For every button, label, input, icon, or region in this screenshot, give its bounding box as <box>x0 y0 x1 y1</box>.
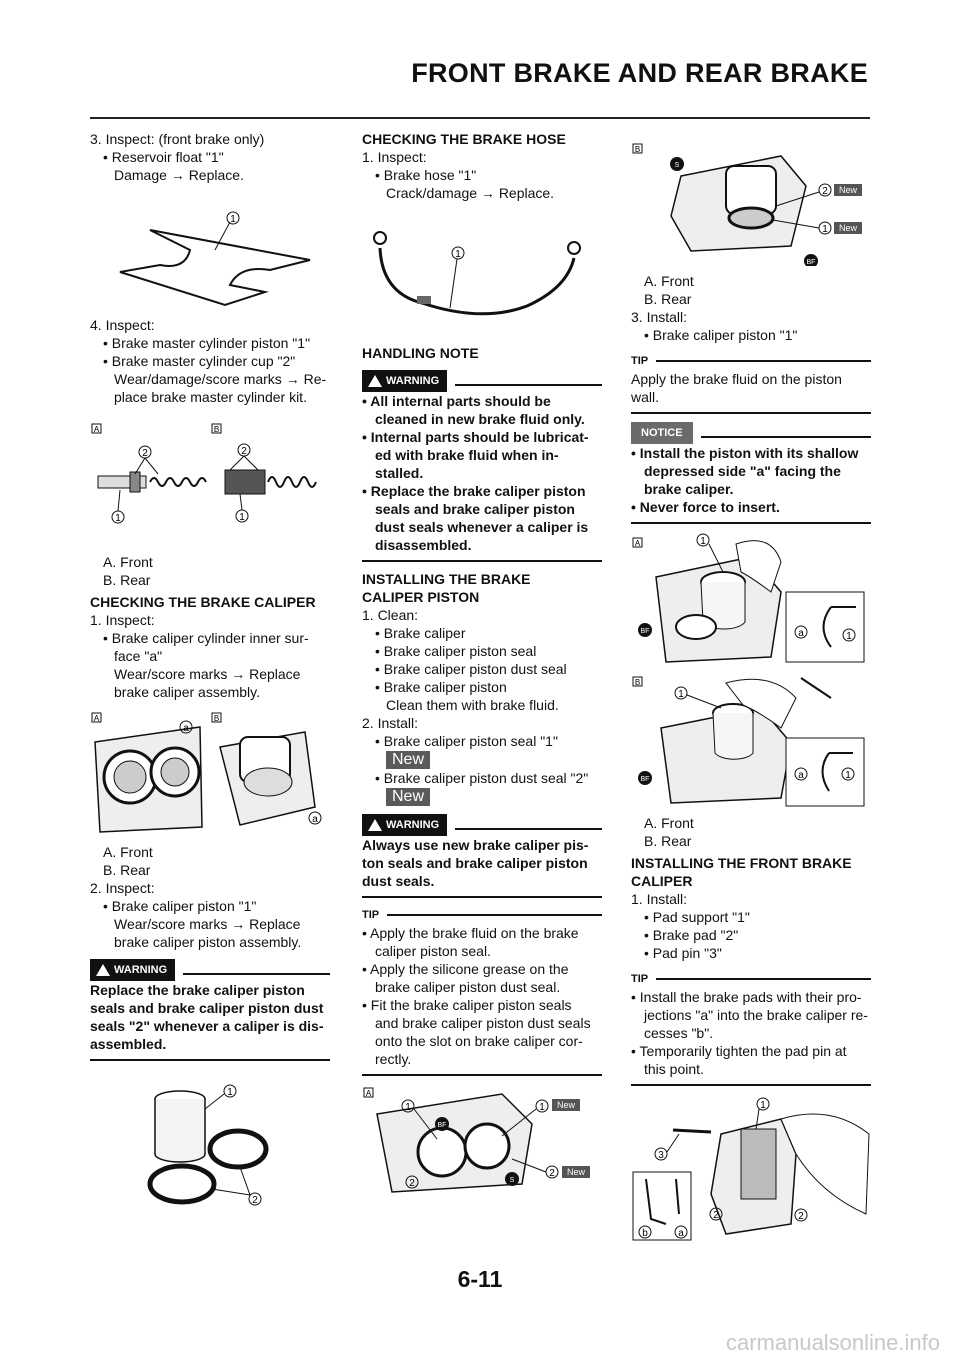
warning-text: cleaned in new brake fluid only. <box>375 411 585 427</box>
figure-tag: B <box>634 145 641 154</box>
warning-icon <box>368 375 382 387</box>
tip-text: and brake caliper piston dust seals <box>375 1015 591 1031</box>
callout-label: a <box>312 814 318 825</box>
bullet-text: • Brake hose "1" <box>375 167 477 183</box>
section-heading: INSTALLING THE BRAKE <box>362 571 531 587</box>
warning-text: seals and brake caliper piston dust <box>90 1000 324 1016</box>
tip-text: wall. <box>631 389 660 405</box>
warning-text: • Replace the brake caliper piston <box>362 483 586 499</box>
callout-label: 1 <box>845 770 851 781</box>
warning-text: dust seals whenever a caliper is <box>375 519 589 535</box>
caliper-seal-install-figure <box>362 1084 602 1199</box>
caption-text: B. Rear <box>103 862 151 878</box>
bullet-text: • Reservoir float "1" <box>103 149 224 165</box>
tip-label: TIP <box>631 973 649 985</box>
result-text: Crack/damage → Replace. <box>386 185 555 201</box>
caliper-seal-rear-figure <box>631 136 871 266</box>
bullet-text: • Brake master cylinder cup "2" <box>103 353 296 369</box>
warning-text: seals and brake caliper piston <box>375 501 575 517</box>
header-rule <box>90 117 870 119</box>
new-part-badge: New <box>386 751 430 769</box>
section-heading: HANDLING NOTE <box>362 345 479 361</box>
warning-badge: WARNING <box>362 370 447 392</box>
callout-label: a <box>798 770 804 781</box>
bullet-text: • Brake caliper cylinder inner sur- <box>103 630 309 646</box>
bullet-text: • Brake caliper piston "1" <box>103 898 257 914</box>
result-text: Wear/score marks → Replace <box>114 666 301 682</box>
notice-text: depressed side "a" facing the <box>644 463 841 479</box>
callout-label: 1 <box>822 224 828 235</box>
callout-label: 2 <box>409 1178 415 1189</box>
bullet-text: face "a" <box>114 648 163 664</box>
brake-pad-install-figure <box>631 1094 871 1244</box>
new-part-badge: New <box>556 1100 576 1110</box>
warning-text: • Internal parts should be lubricat- <box>362 429 589 445</box>
caption-text: B. Rear <box>103 572 151 588</box>
watermark-footer: carmanualsonline.info <box>725 1330 940 1355</box>
column-left <box>90 130 330 1225</box>
bullet-text: • Brake caliper piston dust seal "2" <box>375 770 589 786</box>
tip-label: TIP <box>631 355 649 367</box>
warning-icon <box>96 964 110 976</box>
warning-badge: WARNING <box>90 959 175 981</box>
callout-label: a <box>798 628 804 639</box>
bullet-text: • Pad support "1" <box>644 909 750 925</box>
warning-icon <box>368 819 382 831</box>
callout-label: 2 <box>252 1195 258 1206</box>
tip-text: cesses "b". <box>644 1025 714 1041</box>
notice-text: brake caliper. <box>644 481 734 497</box>
caption-text: A. Front <box>103 844 153 860</box>
callout-label: 2 <box>549 1168 555 1179</box>
page-title: FRONT BRAKE AND REAR BRAKE <box>411 58 868 88</box>
warning-text: assembled. <box>90 1036 167 1052</box>
section-end-rule <box>631 412 871 414</box>
tip-text: • Install the brake pads with their pro- <box>631 989 862 1005</box>
warning-text: stalled. <box>375 465 424 481</box>
figure-tag: A <box>365 1089 372 1098</box>
warning-text: ton seals and brake caliper piston <box>362 855 588 871</box>
new-part-badge: New <box>838 223 858 233</box>
tip-text: Apply the brake fluid on the piston <box>631 371 842 387</box>
callout-label: 2 <box>798 1211 804 1222</box>
page-number: 6-11 <box>457 1266 503 1292</box>
new-part-badge: New <box>566 1167 586 1177</box>
notice-text: • Install the piston with its shallow <box>631 445 859 461</box>
callout-label: 1 <box>239 512 245 523</box>
result-text: brake caliper assembly. <box>114 684 261 700</box>
brake-fluid-symbol: BF <box>806 259 816 266</box>
callout-label: 2 <box>142 448 148 459</box>
tip-label: TIP <box>362 909 380 921</box>
notice-badge: NOTICE <box>631 422 693 444</box>
figure-tag: B <box>213 425 220 434</box>
warning-text: Always use new brake caliper pis- <box>362 837 589 853</box>
tip-text: caliper piston seal. <box>375 943 491 959</box>
callout-label: 2 <box>713 1210 719 1221</box>
callout-label: 2 <box>822 186 828 197</box>
reservoir-float-figure <box>90 190 330 310</box>
section-heading: INSTALLING THE FRONT BRAKE <box>631 855 852 871</box>
piston-seal-figure <box>90 1069 330 1219</box>
result-text: brake caliper piston assembly. <box>114 934 302 950</box>
result-text: Clean them with brake fluid. <box>386 697 559 713</box>
figure-tag: B <box>634 678 641 687</box>
step-text: 1. Inspect: <box>90 612 155 628</box>
tip-text: • Apply the brake fluid on the brake <box>362 925 579 941</box>
section-end-rule <box>362 1074 602 1076</box>
step-text: 4. Inspect: <box>90 317 155 333</box>
new-part-badge: New <box>386 788 430 806</box>
callout-label: 1 <box>405 1102 411 1113</box>
callout-label: a <box>678 1228 684 1239</box>
tip-text: onto the slot on brake caliper cor- <box>375 1033 583 1049</box>
caliper-inner-figure <box>90 707 330 837</box>
section-end-rule <box>90 1059 330 1061</box>
tip-bar <box>362 906 602 924</box>
caption-text: B. Rear <box>644 291 692 307</box>
result-text: Damage → Replace. <box>114 167 244 183</box>
callout-label: 1 <box>846 631 852 642</box>
step-text: 1. Inspect: <box>362 149 427 165</box>
bullet-text: • Brake caliper piston seal "1" <box>375 733 558 749</box>
warning-text: dust seals. <box>362 873 435 889</box>
brake-fluid-symbol: BF <box>640 776 650 783</box>
warning-text: Replace the brake caliper piston <box>90 982 305 998</box>
step-text: 2. Install: <box>362 715 419 731</box>
section-heading-cont: CALIPER <box>631 873 693 889</box>
tip-text: this point. <box>644 1061 704 1077</box>
caption-text: A. Front <box>644 273 694 289</box>
step-text: 2. Inspect: <box>90 880 155 896</box>
warning-bar <box>90 959 330 981</box>
piston-install-rear-figure <box>631 673 871 808</box>
callout-label: b <box>642 1228 648 1239</box>
bullet-text: • Brake caliper piston dust seal <box>375 661 567 677</box>
step-text: 1. Install: <box>631 891 688 907</box>
warning-bar <box>362 370 602 392</box>
figure-tag: A <box>634 539 641 548</box>
brake-hose-figure <box>362 208 602 338</box>
figure-tag: B <box>213 714 220 723</box>
bullet-text: • Pad pin "3" <box>644 945 722 961</box>
step-text: 1. Clean: <box>362 607 419 623</box>
section-end-rule <box>631 1084 871 1086</box>
callout-label: 1 <box>227 1087 233 1098</box>
callout-label: 2 <box>241 446 247 457</box>
warning-text: ed with brake fluid when in- <box>375 447 559 463</box>
tip-text: • Apply the silicone grease on the <box>362 961 569 977</box>
new-part-badge: New <box>838 185 858 195</box>
section-end-rule <box>362 560 602 562</box>
section-end-rule <box>362 896 602 898</box>
notice-text: • Never force to insert. <box>631 499 780 515</box>
result-text: Wear/damage/score marks → Re- <box>114 371 327 387</box>
section-end-rule <box>631 522 871 524</box>
tip-text: rectly. <box>375 1051 412 1067</box>
warning-text: seals "2" whenever a caliper is dis- <box>90 1018 324 1034</box>
step-text: 3. Inspect: (front brake only) <box>90 131 265 147</box>
warning-badge: WARNING <box>362 814 447 836</box>
section-heading: CHECKING THE BRAKE HOSE <box>362 131 566 147</box>
tip-text: jections "a" into the brake caliper re- <box>644 1007 868 1023</box>
tip-text: • Temporarily tighten the pad pin at <box>631 1043 847 1059</box>
callout-label: 1 <box>760 1100 766 1111</box>
callout-label: 1 <box>115 513 121 524</box>
brake-fluid-symbol: BF <box>437 1122 447 1129</box>
tip-text: brake caliper piston dust seal. <box>375 979 561 995</box>
bullet-text: • Brake caliper piston seal <box>375 643 537 659</box>
tip-text: • Fit the brake caliper piston seals <box>362 997 572 1013</box>
callout-label: 1 <box>700 536 706 547</box>
tip-bar <box>631 352 871 370</box>
caption-text: B. Rear <box>644 833 692 849</box>
bullet-text: • Brake pad "2" <box>644 927 739 943</box>
callout-label: 1 <box>678 689 684 700</box>
step-text: 3. Install: <box>631 309 688 325</box>
section-heading-cont: CALIPER PISTON <box>362 589 480 605</box>
callout-label: 1 <box>230 214 236 225</box>
callout-label: 1 <box>455 249 461 260</box>
bullet-text: • Brake master cylinder piston "1" <box>103 335 311 351</box>
callout-label: 3 <box>658 1150 664 1161</box>
caption-text: A. Front <box>644 815 694 831</box>
warning-text: • All internal parts should be <box>362 393 551 409</box>
silicone-grease-symbol: S <box>674 162 680 169</box>
brake-fluid-symbol: BF <box>640 628 650 635</box>
bullet-text: • Brake caliper piston "1" <box>644 327 798 343</box>
result-text: Wear/score marks → Replace <box>114 916 301 932</box>
section-heading: CHECKING THE BRAKE CALIPER <box>90 594 316 610</box>
column-right <box>631 130 871 1250</box>
warning-text: disassembled. <box>375 537 472 553</box>
callout-label: a <box>183 723 189 734</box>
figure-tag: A <box>93 714 100 723</box>
silicone-grease-symbol: S <box>509 1177 515 1184</box>
piston-install-front-figure <box>631 532 871 667</box>
callout-label: 1 <box>539 1102 545 1113</box>
figure-tag: A <box>93 425 100 434</box>
master-cylinder-figure <box>90 412 330 547</box>
column-middle <box>362 130 602 1205</box>
warning-bar <box>362 814 602 836</box>
notice-bar <box>631 422 871 444</box>
bullet-text: • Brake caliper piston <box>375 679 507 695</box>
caption-text: A. Front <box>103 554 153 570</box>
result-text: place brake master cylinder kit. <box>114 389 307 405</box>
tip-bar <box>631 970 871 988</box>
bullet-text: • Brake caliper <box>375 625 466 641</box>
